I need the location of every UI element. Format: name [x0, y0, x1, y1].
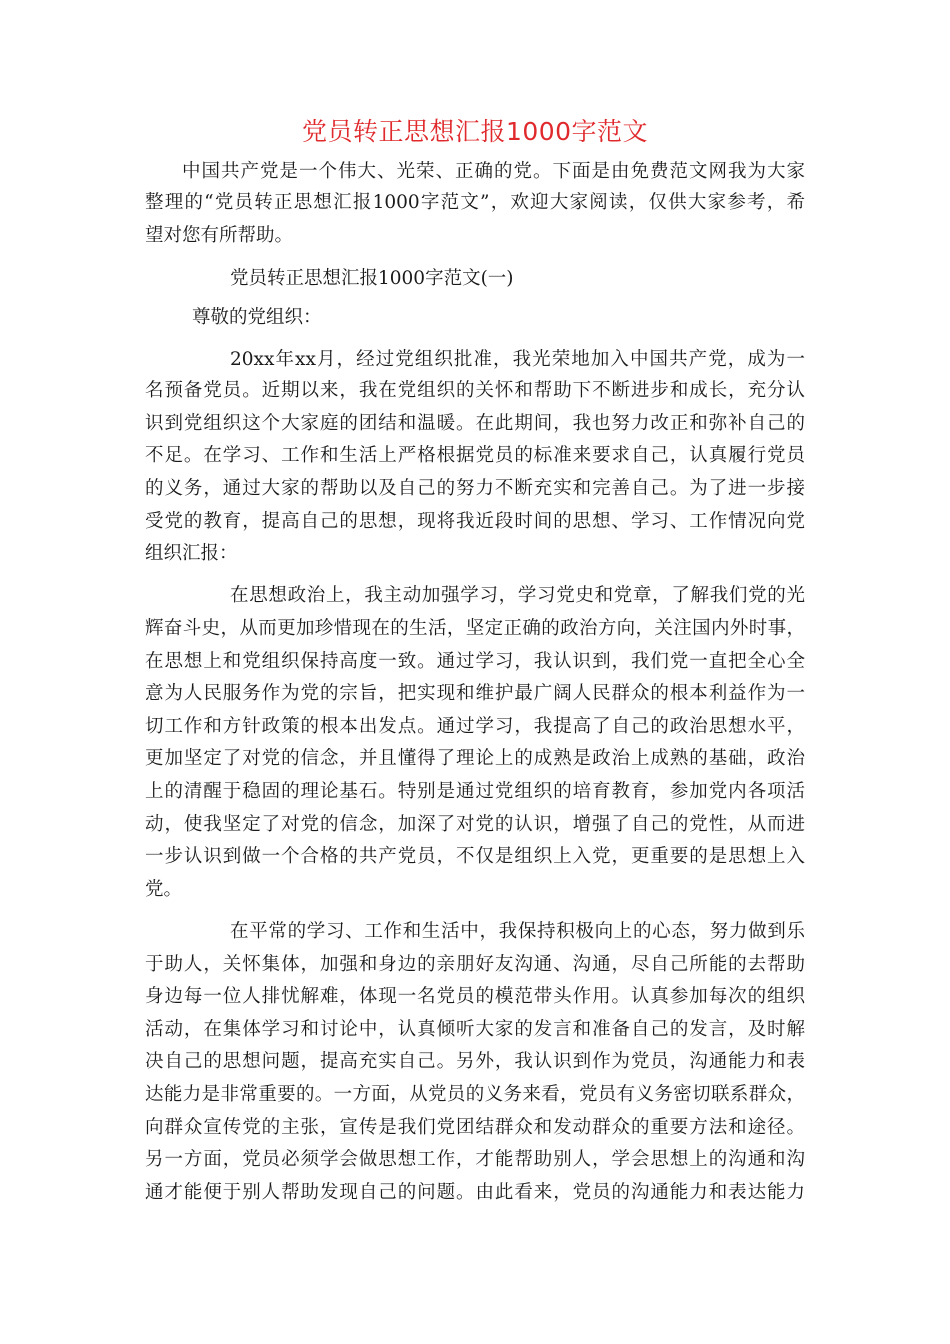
para3-line-1: 在平常的学习、工作和生活中，我保持积极向上的心态，努力做到乐: [230, 921, 805, 942]
para1-line-1: 20xx年xx月，经过党组织批准，我光荣地加入中国共产党，成为一: [230, 349, 805, 370]
para2-line-4: 意为人民服务作为党的宗旨，把实现和维护最广阔人民群众的根本利益作为一: [145, 683, 805, 704]
para3-line-9: 通才能便于别人帮助发现自己的问题。由此看来，党员的沟通能力和表达能力: [145, 1182, 805, 1203]
para3-line-7: 向群众宣传党的主张，宣传是我们党团结群众和发动群众的重要方法和途径。: [145, 1117, 805, 1138]
para2-line-5: 切工作和方针政策的根本出发点。通过学习，我提高了自己的政治思想水平，: [145, 716, 805, 737]
para3-line-5: 决自己的思想问题，提高充实自己。另外，我认识到作为党员，沟通能力和表: [145, 1051, 805, 1072]
para1-line-5: 的义务，通过大家的帮助以及自己的努力不断充实和完善自己。为了进一步接: [145, 478, 805, 499]
para1-line-4: 不足。在学习、工作和生活上严格根据党员的标准来要求自己，认真履行党员: [145, 445, 805, 466]
para2-line-3: 在思想上和党组织保持高度一致。通过学习，我认识到，我们党一直把全心全: [145, 651, 805, 672]
para1-line-3: 识到党组织这个大家庭的团结和温暖。在此期间，我也努力改正和弥补自己的: [145, 413, 805, 434]
para3-line-3: 身边每一位人排忧解难，体现一名党员的模范带头作用。认真参加每次的组织: [145, 986, 805, 1007]
para3-line-8: 另一方面，党员必须学会做思想工作，才能帮助别人，学会思想上的沟通和沟: [145, 1149, 805, 1170]
para1-line-7: 组织汇报：: [145, 543, 238, 564]
para2-line-6: 更加坚定了对党的信念，并且懂得了理论上的成熟是政治上成熟的基础，政治: [145, 748, 805, 769]
para3-line-2: 于助人，关怀集体，加强和身边的亲朋好友沟通、沟通，尽自己所能的去帮助: [145, 954, 805, 975]
para2-line-1: 在思想政治上，我主动加强学习，学习党史和党章，了解我们党的光: [230, 585, 805, 606]
intro-line-1: 中国共产党是一个伟大、光荣、正确的党。下面是由免费范文网我为大家: [182, 161, 805, 182]
para2-line-2: 辉奋斗史，从而更加珍惜现在的生活，坚定正确的政治方向，关注国内外时事，: [145, 618, 805, 639]
para2-line-10: 党。: [145, 879, 183, 900]
para1-line-2: 名预备党员。近期以来，我在党组织的关怀和帮助下不断进步和成长，充分认: [145, 380, 805, 401]
para3-line-4: 活动，在集体学习和讨论中，认真倾听大家的发言和准备自己的发言，及时解: [145, 1019, 805, 1040]
intro-line-2: 整理的“党员转正思想汇报1000字范文”，欢迎大家阅读，仅供大家参考，希: [145, 192, 805, 213]
para1-line-6: 受党的教育，提高自己的思想，现将我近段时间的思想、学习、工作情况向党: [145, 511, 805, 532]
intro-line-3: 望对您有所帮助。: [145, 225, 294, 246]
salutation: 尊敬的党组织：: [192, 307, 322, 328]
para2-line-9: 一步认识到做一个合格的共产党员，不仅是组织上入党，更重要的是思想上入: [145, 846, 805, 867]
document-title: 党员转正思想汇报1000字范文: [301, 117, 649, 146]
para2-line-8: 动，使我坚定了对党的信念，加深了对党的认识，增强了自己的党性，从而进: [145, 814, 805, 835]
section-subtitle: 党员转正思想汇报1000字范文(一): [230, 268, 514, 289]
para2-line-7: 上的清醒于稳固的理论基石。特别是通过党组织的培育教育，参加党内各项活: [145, 781, 805, 802]
para3-line-6: 达能力是非常重要的。一方面，从党员的义务来看，党员有义务密切联系群众，: [145, 1084, 805, 1105]
